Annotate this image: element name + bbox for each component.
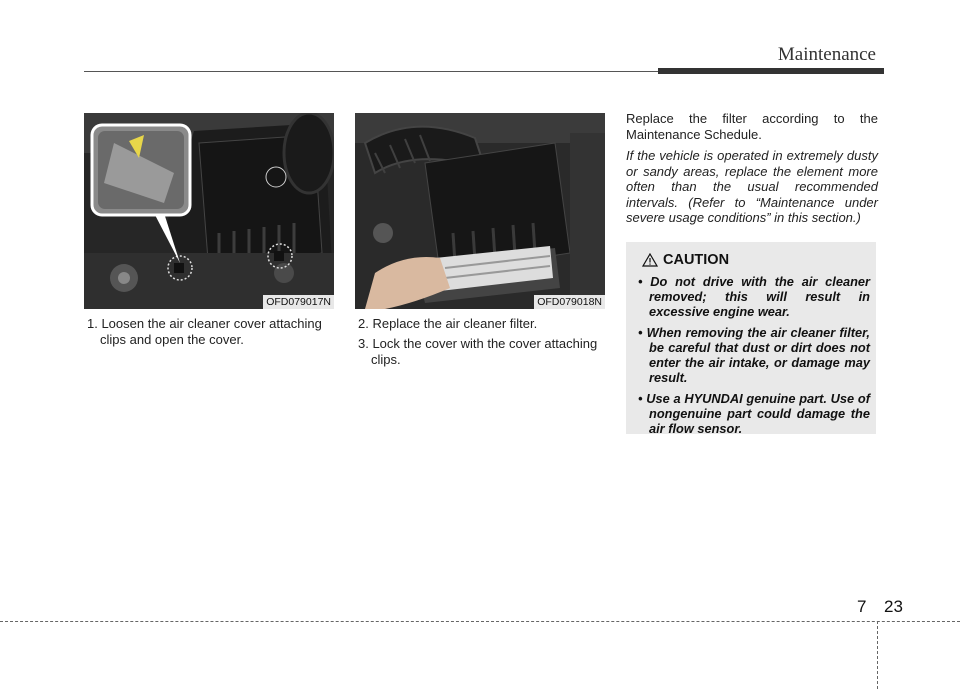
caution-header: [642, 252, 729, 268]
engine-bay-photo-1: [84, 113, 334, 309]
header-rule-accent: [658, 68, 884, 74]
schedule-note: Replace the filter according to the Maintenance Schedule.: [626, 111, 878, 142]
figure-code: OFD079018N: [534, 295, 605, 309]
caution-title: CAUTION: [663, 252, 730, 268]
page-number: 23: [884, 597, 903, 616]
steps-column-2: [355, 316, 607, 372]
caution-item: • Do not drive with the air cleaner removed; this will result in excessive engine wear.: [638, 274, 870, 319]
chapter-number: 7: [857, 597, 867, 616]
step-1: 1. Loosen the air cleaner cover attaching clips and open the cover.: [87, 316, 322, 347]
caution-list: [632, 274, 870, 442]
figure-air-cleaner-clips: [84, 113, 334, 309]
warning-triangle-icon: [642, 253, 658, 267]
figure-code: OFD079017N: [263, 295, 334, 309]
step-2: 2. Replace the air cleaner filter.: [358, 316, 538, 331]
steps-column-1: [84, 316, 336, 352]
section-title: Maintenance: [777, 44, 876, 65]
caution-item: • Use a HYUNDAI genuine part. Use of nongenuine part could damage the air flow sensor.: [638, 391, 870, 436]
step-3: 3. Lock the cover with the cover attaching clips.: [358, 336, 598, 367]
caution-item: • When removing the air cleaner filter, be careful that dust or dirt does not enter the air intake, or damage may result.: [638, 325, 870, 385]
footer-rule: [0, 621, 960, 622]
caution-box: [626, 242, 876, 434]
footer-divider: [877, 621, 878, 689]
engine-bay-photo-2: [355, 113, 605, 309]
figure-replace-filter: [355, 113, 605, 309]
severe-usage-note: If the vehicle is operated in extremely dusty or sandy areas, replace the element more often than the usual recommended intervals. (Refer to “Maintenance under severe usage conditions” in this section.): [626, 148, 878, 225]
filter-replacement-notes: [626, 111, 878, 226]
